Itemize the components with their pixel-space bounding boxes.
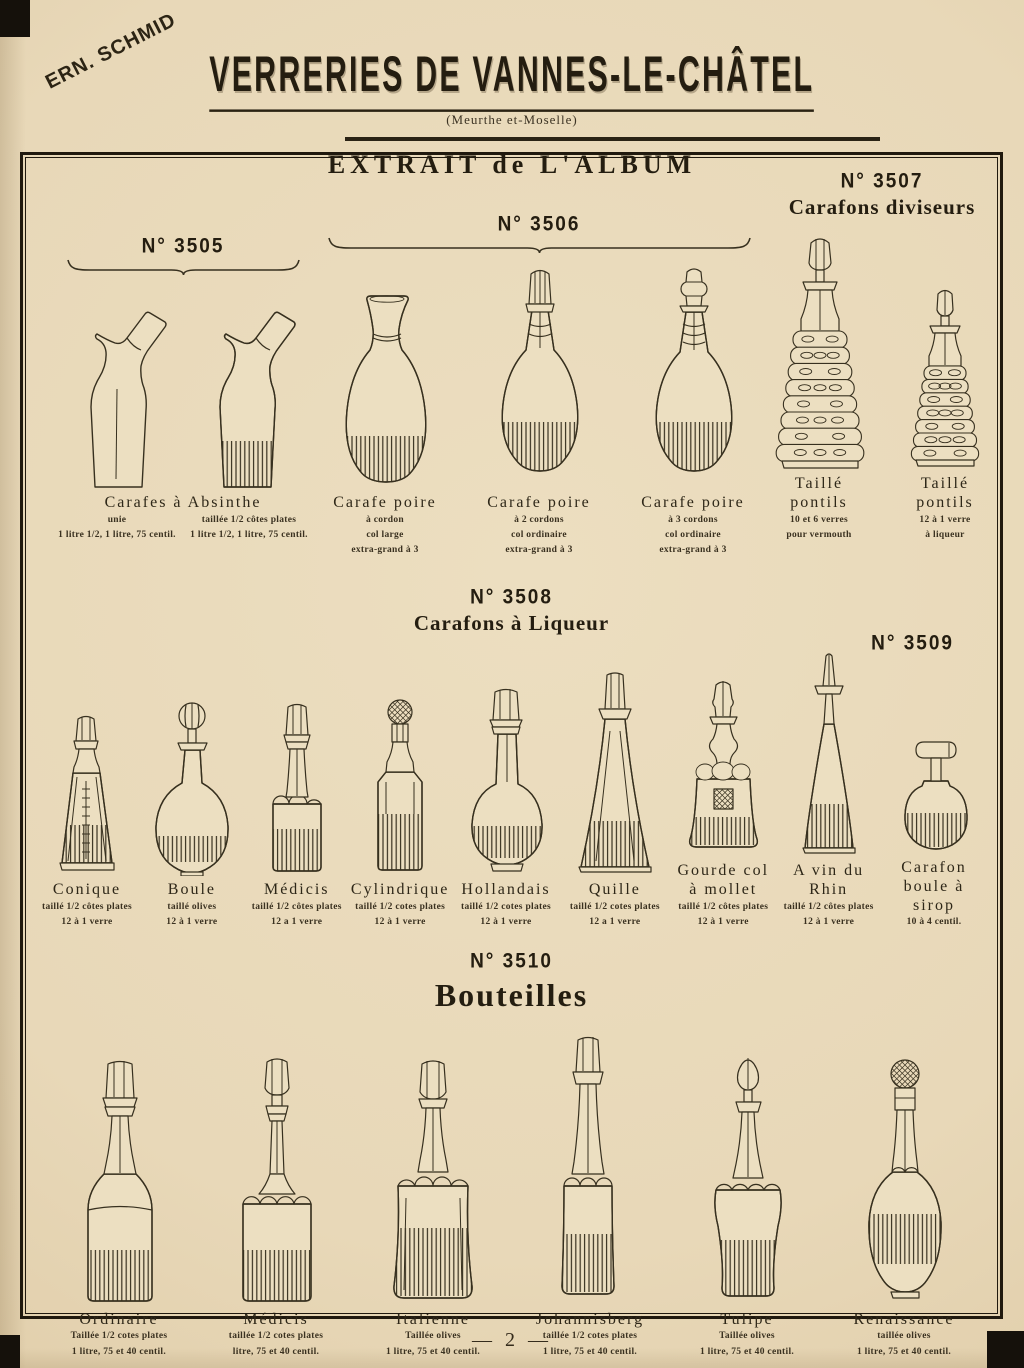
region-subtitle: (Meurthe et-Moselle)	[446, 112, 578, 127]
figures-3505	[61, 281, 305, 489]
item-name: Boule	[167, 881, 216, 899]
illustration-absinthe-cut	[190, 289, 305, 489]
figure	[693, 1022, 801, 1306]
catalog-item	[37, 662, 137, 930]
item-spec-lines	[919, 513, 970, 579]
item-name: Médicis	[243, 1310, 309, 1328]
catalog-item	[671, 643, 775, 930]
item-name: Carafe poire	[641, 493, 745, 511]
illustration-bouteille-ordinaire	[67, 1056, 172, 1306]
item-spec-line: 12 à 1 verre	[166, 917, 218, 928]
item-spec-line: taillé 1/2 côtes plates	[783, 902, 874, 913]
item-spec-line: taillée 1/2 cotes plates	[228, 1331, 324, 1342]
items-3506	[315, 259, 763, 579]
item-spec-line: 12 à 1 verre	[803, 917, 855, 928]
item-spec-line: litre, 75 et 40 centil.	[232, 1346, 320, 1357]
figure	[904, 230, 986, 470]
item-spec-lines	[907, 915, 962, 930]
item-spec-line: 12 à 1 verre	[919, 514, 971, 525]
figure	[377, 1022, 489, 1306]
catalog-item	[454, 662, 559, 930]
figure	[480, 259, 598, 489]
item-spec-line: col large	[366, 529, 404, 540]
item-spec-lines	[252, 900, 342, 930]
item-spec-line: col ordinaire	[665, 529, 721, 540]
catalog-item	[315, 259, 455, 579]
item-spec-line: 1 litre, 75 et 40 centil.	[71, 1346, 167, 1357]
figure	[67, 1022, 172, 1306]
item-spec-lines	[784, 900, 874, 930]
figure	[897, 640, 972, 854]
section-title-3510: Bouteilles	[434, 976, 589, 1013]
item-name: Cylindrique	[350, 881, 450, 899]
item-name: Johannisberg	[535, 1310, 645, 1328]
heading-3510	[23, 951, 1000, 1014]
item-spec-lines	[461, 900, 551, 930]
illustration-poire-cordon	[328, 284, 443, 489]
item-spec-lines	[51, 513, 183, 579]
item-name: Gourde col à mollet	[677, 862, 770, 899]
catalog-item	[200, 1022, 352, 1360]
item-spec-line: à liqueur	[925, 529, 965, 540]
item-spec-lines	[166, 900, 217, 930]
item-spec-line: 1 litre, 75 et 40 centil.	[385, 1346, 481, 1357]
illustration-medicis-carafon	[258, 701, 336, 876]
section-title-3508: Carafons à Liqueur	[413, 610, 610, 635]
item-spec-line: 12 à 1 verre	[480, 917, 532, 928]
figure	[359, 662, 441, 876]
illustration-diviseur-petit	[904, 280, 986, 470]
section-number-3509: N° 3509	[871, 631, 954, 655]
figure	[144, 662, 239, 876]
illustration-bouteille-tulipe	[693, 1054, 801, 1306]
item-name: Carafe poire	[487, 493, 591, 511]
item-spec-line: Taillée 1/2 cotes plates	[70, 1331, 168, 1342]
item-name: Taillé pontils	[916, 475, 974, 511]
catalog-item	[469, 259, 609, 579]
item-spec-lines	[678, 900, 768, 930]
illustration-bouteille-italienne	[377, 1058, 489, 1306]
illustration-gourde	[681, 677, 766, 857]
catalog-item	[889, 230, 1001, 579]
catalog-item	[247, 662, 347, 930]
section-number-3510: N° 3510	[470, 949, 553, 973]
item-spec-line: taillée olives	[877, 1331, 931, 1342]
catalog-item	[43, 1022, 195, 1360]
item-spec-line: col ordinaire	[511, 529, 567, 540]
item-spec-lines	[42, 900, 132, 930]
item-spec-line: à cordon	[365, 514, 404, 525]
item-spec-line: taillé 1/2 cotes plates	[460, 902, 551, 913]
section-number-3507: N° 3507	[840, 169, 924, 194]
figure	[224, 1022, 329, 1306]
item-spec-lines	[505, 513, 572, 579]
item-name: Italienne	[396, 1310, 470, 1328]
item-name: Ordinaire	[79, 1310, 159, 1328]
item-name: Médicis	[263, 881, 330, 899]
header-divider	[345, 137, 880, 141]
item-name: A vin du Rhin	[793, 862, 865, 899]
item-spec-line: Taillée olives	[405, 1331, 461, 1342]
item-spec-line: unie	[107, 514, 127, 525]
group-title-3505: Carafes à Absinthe	[104, 493, 262, 511]
item-spec-line: pour vermouth	[786, 529, 852, 540]
illustration-diviseur-grand	[772, 235, 867, 470]
figure	[190, 281, 305, 489]
item-spec-lines	[659, 513, 726, 579]
illustration-quille	[566, 671, 664, 876]
catalog-item	[671, 1022, 823, 1360]
section-number-3505: N° 3505	[141, 234, 225, 259]
item-spec-lines	[351, 513, 418, 579]
scan-corner-top-left	[0, 0, 30, 37]
owner-stamp: ERN. SCHMID	[42, 8, 180, 94]
item-spec-line: 12 à 1 verre	[61, 917, 113, 928]
illustration-boule-sirop	[897, 729, 972, 854]
section-number-3508: N° 3508	[470, 585, 553, 609]
group-3507	[763, 171, 1001, 579]
section-title-3507: Carafons diviseurs	[788, 195, 976, 219]
row-carafons-liqueur	[23, 636, 1000, 931]
item-spec-line: taillé 1/2 côtes plates	[678, 902, 769, 913]
page-title: VERRERIES DE VANNES-LE-CHÂTEL	[210, 46, 815, 112]
illustration-bouteille-johannisberg	[543, 1034, 638, 1306]
item-name: Carafon boule à sirop	[901, 858, 967, 914]
illustration-poire-3-cordons	[636, 264, 751, 489]
figure	[636, 259, 751, 489]
page-number: — 2 —	[472, 1329, 552, 1351]
masthead	[0, 0, 1024, 103]
item-spec-line: taillé olives	[167, 902, 217, 913]
item-spec-line: 1 litre, 75 et 40 centil.	[856, 1346, 952, 1357]
item-spec-line: taillé 1/2 côtes plates	[41, 902, 132, 913]
illustration-poire-2-cordons	[480, 264, 598, 489]
brace-rule	[66, 258, 301, 276]
item-spec-line: 12 à 1 verre	[374, 917, 426, 928]
items-3507	[763, 230, 1001, 579]
item-spec-line: taillée 1/2 côtes plates	[201, 514, 297, 525]
item-spec-lines	[786, 513, 851, 579]
item-spec-line: 12 à 1 verre	[697, 917, 749, 928]
catalog-item	[763, 230, 875, 579]
item-spec-line: extra-grand à 3	[351, 545, 419, 556]
item-spec-line: 10 à 4 centil.	[906, 917, 962, 928]
illustration-absinthe-plain	[61, 289, 176, 489]
item-spec-line: à 2 cordons	[514, 514, 564, 525]
item-spec-line: Taillée olives	[719, 1331, 775, 1342]
figure	[772, 230, 867, 470]
catalog-item	[349, 662, 451, 930]
figure	[850, 1022, 958, 1306]
figure	[51, 662, 123, 876]
item-spec-line: taillée 1/2 cotes plates	[542, 1331, 638, 1342]
figure	[328, 259, 443, 489]
item-spec-line: à 3 cordons	[668, 514, 718, 525]
illustration-cylindrique	[359, 696, 441, 876]
figure	[543, 1022, 638, 1306]
item-name: Renaissance	[853, 1310, 955, 1328]
catalog-item	[514, 1022, 666, 1360]
catalog-item	[778, 643, 880, 930]
item-spec-line: taillé 1/2 côtes plates	[251, 902, 342, 913]
catalog-item	[139, 662, 244, 930]
catalog-item	[623, 259, 763, 579]
group-3506	[315, 214, 763, 579]
item-name: Taillé pontils	[790, 475, 848, 511]
figure	[566, 662, 664, 876]
item-spec-line: 12 a 1 verre	[271, 917, 323, 928]
album-heading: EXTRAIT de L'ALBUM	[327, 149, 697, 179]
catalog-item	[882, 640, 986, 931]
brace-3506	[327, 236, 752, 259]
item-spec-line: 12 a 1 verre	[589, 917, 641, 928]
brace-rule	[327, 236, 752, 254]
item-spec-line: extra-grand à 3	[505, 545, 573, 556]
figure	[459, 662, 554, 876]
figure	[258, 662, 336, 876]
figure	[681, 643, 766, 857]
item-spec-line: extra-grand à 3	[659, 545, 727, 556]
item-spec-line: 1 litre 1/2, 1 litre, 75 centil.	[58, 529, 176, 540]
item-name: Tulipe	[720, 1310, 774, 1328]
illustration-hollandais	[459, 686, 554, 876]
item-spec-lines	[183, 513, 315, 579]
figure	[788, 643, 870, 857]
section-number-3506: N° 3506	[497, 212, 581, 237]
catalog-item	[357, 1022, 509, 1360]
item-name: Hollandais	[461, 881, 551, 899]
item-name: Quille	[588, 881, 641, 899]
catalog-item	[828, 1022, 980, 1360]
item-spec-line: 1 litre, 75 et 40 centil.	[542, 1346, 638, 1357]
captions-3505	[51, 513, 315, 579]
illustration-vin-du-rhin	[788, 652, 870, 857]
figure	[61, 281, 176, 489]
illustration-bouteille-medicis	[224, 1056, 329, 1306]
item-spec-line: taillé 1/2 cotes plates	[569, 902, 660, 913]
item-name: Conique	[52, 881, 122, 899]
item-spec-line: 1 litre, 75 et 40 centil.	[699, 1346, 795, 1357]
row-carafes	[23, 155, 1000, 579]
illustration-conique	[51, 711, 123, 876]
item-spec-line: taillé 1/2 cotes plates	[355, 902, 446, 913]
catalog-frame	[20, 152, 1003, 1357]
item-spec-lines	[570, 900, 660, 930]
item-spec-line: 10 et 6 verres	[789, 514, 849, 525]
item-name: Carafe poire	[333, 493, 437, 511]
item-spec-lines	[355, 900, 445, 930]
illustration-boule	[144, 698, 239, 876]
item-spec-line: 1 litre 1/2, 1 litre, 75 centil.	[190, 529, 308, 540]
heading-3508	[23, 585, 1000, 655]
catalog-item	[561, 662, 669, 930]
illustration-bouteille-renaissance	[850, 1054, 958, 1306]
group-3505	[51, 236, 315, 579]
row-bouteilles	[23, 1014, 1000, 1360]
brace-3505	[66, 258, 301, 281]
